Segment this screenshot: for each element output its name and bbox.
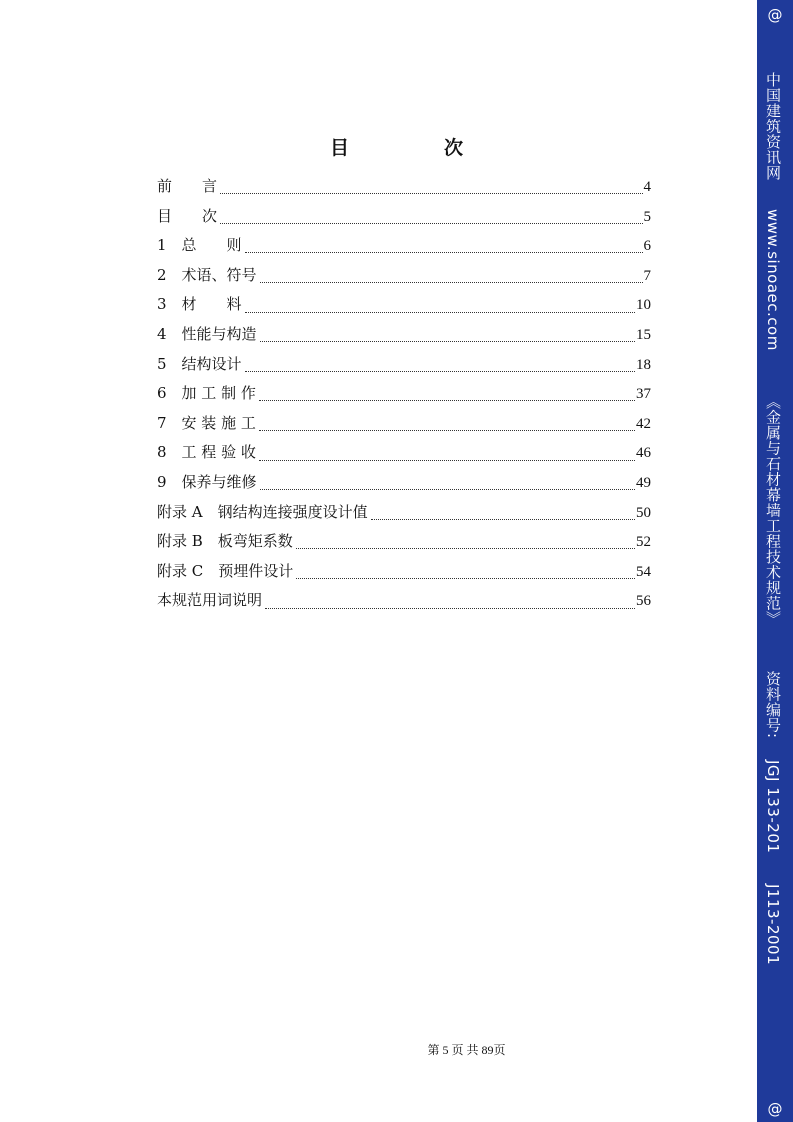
toc-entry-page: 42: [636, 415, 651, 432]
toc-entry-label: 目 次: [157, 206, 218, 225]
toc-entry-label: 2 术语、符号: [157, 265, 257, 284]
toc-leader-dots: [371, 511, 635, 520]
sidebar-top-symbol: @: [767, 6, 783, 24]
toc-entry[interactable]: [157, 290, 651, 320]
toc-leader-dots: [259, 452, 635, 461]
toc-leader-dots: [265, 600, 635, 609]
toc-leader-dots: [245, 363, 635, 372]
toc-entry-page: 6: [643, 238, 651, 255]
page-footer: 第 5 页 共 89页: [427, 1043, 506, 1057]
toc-entry-page: 4: [643, 179, 651, 195]
toc-leader-dots: [260, 481, 635, 490]
toc-entry-label: 9 保养与维修: [157, 472, 257, 491]
toc-entry-page: 49: [636, 474, 651, 491]
toc-leader-dots: [220, 185, 642, 194]
toc-entry-label: 4 性能与构造: [157, 324, 257, 343]
toc-entry[interactable]: [157, 172, 651, 202]
toc-entry-label: 5 结构设计: [157, 354, 242, 373]
sidebar-code-2: J113-2001: [764, 883, 782, 965]
toc-leader-dots: [296, 540, 635, 549]
toc-leader-dots: [260, 274, 643, 283]
toc-entry-label: 1 总 则: [157, 236, 242, 255]
toc-leader-dots: [259, 422, 635, 431]
toc-entry-page: 7: [643, 267, 651, 284]
toc-entry-label: 8 工 程 验 收: [157, 443, 256, 462]
toc-entry[interactable]: [157, 498, 651, 528]
sidebar-bottom-symbol: @: [767, 1100, 783, 1118]
toc-leader-dots: [259, 392, 635, 401]
toc-entry[interactable]: [157, 320, 651, 350]
toc-entry-label: 6 加 工 制 作: [157, 384, 256, 403]
sidebar-url[interactable]: www.sinoaec.com: [764, 208, 782, 351]
toc-entry[interactable]: [157, 438, 651, 468]
sidebar-site-name: 中国建筑资讯网: [764, 72, 782, 181]
toc-entry-label: 3 材 料: [157, 295, 242, 314]
toc-entry[interactable]: [157, 409, 651, 439]
toc-entry-page: 37: [636, 386, 651, 403]
toc-entry[interactable]: [157, 350, 651, 380]
toc-entry-label: 附录 C 预埋件设计: [157, 561, 294, 580]
toc-entry[interactable]: [157, 557, 651, 587]
toc-leader-dots: [245, 244, 643, 253]
toc-entry-page: 52: [636, 534, 651, 551]
toc-list: [157, 172, 651, 616]
toc-entry[interactable]: [157, 586, 651, 616]
toc-leader-dots: [260, 333, 635, 342]
toc-entry[interactable]: [157, 261, 651, 291]
toc-entry-label: 附录 B 板弯矩系数: [157, 532, 293, 551]
toc-leader-dots: [220, 215, 642, 224]
toc-entry[interactable]: [157, 468, 651, 498]
toc-entry-label: 本规范用词说明: [157, 591, 263, 610]
toc-entry-page: 10: [636, 297, 651, 314]
toc-entry[interactable]: [157, 527, 651, 557]
sidebar-doc-title: 《金属与石材幕墙工程技术规范》: [764, 394, 782, 627]
sidebar-code-label: 资料编号:: [764, 670, 782, 739]
toc-entry-page: 56: [636, 593, 651, 610]
toc-entry-page: 18: [636, 356, 651, 373]
toc-entry[interactable]: [157, 231, 651, 261]
sidebar-code-1: JGJ 133-201: [764, 760, 782, 854]
toc-title: 目 次: [329, 137, 501, 159]
toc-leader-dots: [245, 304, 635, 313]
toc-entry-label: 前 言: [157, 177, 218, 195]
toc-entry-page: 46: [636, 445, 651, 462]
toc-leader-dots: [296, 570, 635, 579]
toc-entry-page: 50: [636, 504, 651, 521]
sidebar-vertical-text: [763, 72, 784, 1052]
watermark-sidebar: [757, 0, 793, 1122]
toc-entry-page: 5: [643, 208, 651, 225]
toc-entry[interactable]: [157, 379, 651, 409]
toc-entry-page: 54: [636, 563, 651, 580]
toc-entry-label: 附录 A 钢结构连接强度设计值: [157, 502, 368, 521]
toc-entry[interactable]: [157, 202, 651, 232]
toc-entry-label: 7 安 装 施 工: [157, 413, 256, 432]
toc-entry-page: 15: [636, 326, 651, 343]
